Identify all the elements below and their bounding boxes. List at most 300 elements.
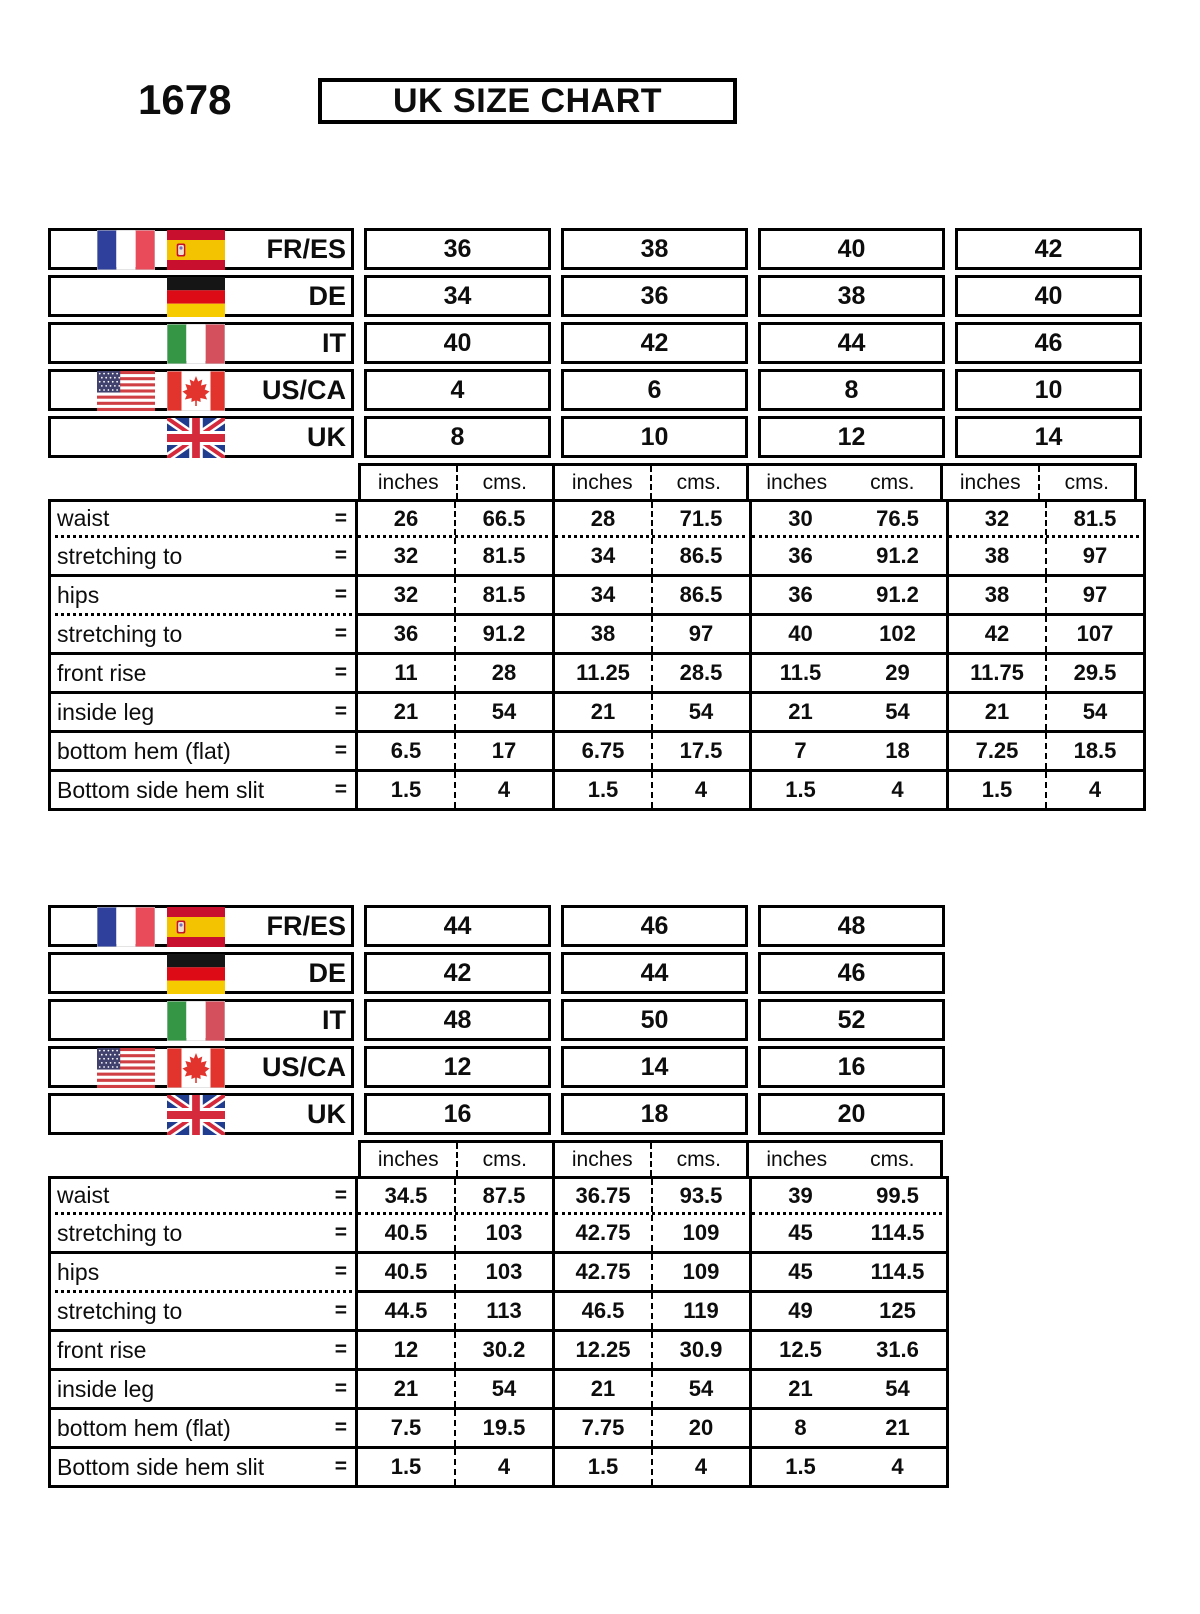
- equals-sign: =: [334, 1377, 347, 1400]
- size-value: 38: [640, 234, 669, 263]
- inches-value: 40.5: [358, 1254, 456, 1290]
- inches-value: 36: [788, 582, 813, 607]
- inches-value: 36: [788, 543, 813, 568]
- size-value: 36: [640, 281, 669, 310]
- cms-value: 66.5: [482, 505, 526, 531]
- country-row-fr-es: [48, 905, 949, 947]
- spain-flag-icon: [167, 907, 225, 947]
- cms-value: 81.5: [482, 543, 526, 568]
- inches-value: 7.75: [555, 1410, 653, 1446]
- cms-value: 54: [885, 699, 910, 724]
- size-value: 34: [443, 281, 472, 310]
- measure-value-cell: [358, 1371, 555, 1410]
- equals-sign: =: [334, 1299, 347, 1322]
- measure-value-cell: [752, 499, 949, 538]
- size-value: 4: [450, 375, 465, 404]
- inches-value: 36: [358, 616, 456, 652]
- size-cell: [364, 952, 551, 994]
- unit-inches-label: inches: [361, 1143, 458, 1176]
- measure-label: stretching to: [57, 1219, 183, 1246]
- cms-value: 103: [485, 1259, 523, 1284]
- france-flag-icon: [97, 907, 155, 947]
- size-value: 46: [1034, 328, 1063, 357]
- country-code: US/CA: [261, 1051, 346, 1082]
- page-title: UK SIZE CHART: [392, 81, 663, 120]
- inches-value: 32: [949, 502, 1047, 535]
- inches-value: 32: [358, 577, 456, 613]
- unit-inches-label: inches: [766, 1147, 828, 1171]
- cms-value: 86.5: [679, 582, 723, 607]
- measure-row-waist: [48, 499, 1146, 538]
- inches-value: 34: [555, 577, 653, 613]
- spain-flag-icon: [167, 230, 225, 270]
- country-code: US/CA: [261, 374, 346, 405]
- cms-value: 76.5: [876, 505, 919, 531]
- equals-sign: =: [334, 1221, 347, 1244]
- cms-value: 20: [688, 1415, 714, 1440]
- measure-value-cell: [555, 1371, 752, 1410]
- inches-value: 40.5: [358, 1215, 456, 1251]
- size-cell: [561, 1093, 748, 1135]
- measure-value-cell: [752, 1254, 949, 1293]
- measure-label-cell: [48, 1215, 358, 1254]
- inches-value: 44.5: [358, 1293, 456, 1329]
- country-label-it: [48, 322, 354, 364]
- measure-row-stretching-to: [48, 616, 1146, 655]
- measure-label: stretching to: [57, 620, 183, 647]
- unit-cms-label: cms.: [870, 1147, 915, 1171]
- cms-value: 29.5: [1073, 660, 1117, 685]
- cms-value: 91.2: [876, 543, 919, 568]
- cms-value: 31.6: [876, 1337, 919, 1362]
- equals-sign: =: [334, 1338, 347, 1361]
- cms-value: 18: [885, 738, 910, 763]
- size-cell: [758, 905, 945, 947]
- inches-value: 21: [788, 1376, 813, 1401]
- cms-value: 54: [688, 699, 714, 724]
- country-label-fr-es: [48, 228, 354, 270]
- measure-value-cell: [752, 1332, 949, 1371]
- measure-label-cell: [48, 1176, 358, 1215]
- inches-value: 6.5: [358, 733, 456, 769]
- cms-value: 4: [694, 777, 708, 802]
- cms-value: 71.5: [679, 505, 723, 531]
- measure-value-cell: [949, 577, 1146, 616]
- size-table-uk-16-20: [48, 905, 949, 1488]
- inches-value: 11.75: [949, 655, 1047, 691]
- size-cell: [364, 275, 551, 317]
- country-code: UK: [307, 421, 346, 452]
- country-label-us-ca: [48, 369, 354, 411]
- size-value: 16: [837, 1052, 866, 1081]
- inches-value: 12.5: [779, 1337, 822, 1362]
- units-row: [48, 463, 1146, 499]
- measure-label-cell: [48, 1254, 358, 1293]
- measure-value-cell: [949, 499, 1146, 538]
- size-cell: [955, 369, 1142, 411]
- size-cell: [758, 1093, 945, 1135]
- measure-row-front-rise: [48, 1332, 949, 1371]
- measure-label: front rise: [57, 659, 147, 686]
- cms-value: 97: [1082, 543, 1108, 568]
- size-cell: [561, 369, 748, 411]
- cms-value: 4: [891, 777, 904, 802]
- size-cell: [758, 322, 945, 364]
- measure-row-bottom-side-hem-slit: [48, 772, 1146, 811]
- usa-flag-icon: [97, 1048, 155, 1088]
- cms-value: 4: [1088, 777, 1102, 802]
- country-row-it: [48, 999, 949, 1041]
- inches-value: 38: [949, 577, 1047, 613]
- measure-value-cell: [949, 538, 1146, 577]
- country-row-fr-es: [48, 228, 1146, 270]
- cms-value: 21: [885, 1415, 910, 1440]
- size-cell: [561, 275, 748, 317]
- inches-value: 42.75: [555, 1254, 653, 1290]
- size-cell: [955, 322, 1142, 364]
- inches-value: 12: [358, 1332, 456, 1368]
- size-value: 48: [837, 911, 866, 940]
- inches-value: 32: [358, 538, 456, 574]
- cms-value: 125: [879, 1298, 916, 1323]
- cms-value: 18.5: [1073, 738, 1117, 763]
- units-row: [48, 1140, 949, 1176]
- inches-value: 49: [788, 1298, 813, 1323]
- measure-label: hips: [57, 1258, 100, 1285]
- measure-label: inside leg: [57, 1375, 155, 1402]
- size-cell: [364, 1046, 551, 1088]
- france-flag-icon: [97, 230, 155, 270]
- size-value: 20: [837, 1099, 866, 1128]
- measure-value-cell: [555, 1215, 752, 1254]
- italy-flag-icon: [167, 324, 225, 364]
- uk-flag-icon: [167, 418, 225, 458]
- inches-value: 21: [949, 694, 1047, 730]
- unit-inches-label: inches: [555, 1143, 652, 1176]
- country-label-it: [48, 999, 354, 1041]
- cms-value: 30.2: [482, 1337, 526, 1362]
- country-row-it: [48, 322, 1146, 364]
- units-cell: [552, 1140, 749, 1176]
- style-code: 1678: [138, 76, 232, 123]
- measure-label: stretching to: [57, 542, 183, 569]
- size-cell: [955, 275, 1142, 317]
- measure-label-cell: [48, 1332, 358, 1371]
- unit-cms-label: cms.: [482, 1147, 527, 1171]
- size-value: 12: [837, 422, 866, 451]
- size-value: 50: [640, 1005, 669, 1034]
- country-code: FR/ES: [266, 910, 346, 941]
- size-cell: [758, 275, 945, 317]
- cms-value: 86.5: [679, 543, 723, 568]
- measure-value-cell: [555, 577, 752, 616]
- size-value: 10: [640, 422, 669, 451]
- cms-value: 114.5: [870, 1220, 925, 1245]
- inches-value: 38: [949, 538, 1047, 574]
- measure-label: waist: [57, 1182, 110, 1208]
- measure-label: bottom hem (flat): [57, 737, 231, 764]
- unit-inches-label: inches: [766, 470, 828, 494]
- inches-value: 1.5: [555, 1449, 653, 1485]
- size-cell: [561, 228, 748, 270]
- inches-value: 42: [949, 616, 1047, 652]
- inches-value: 21: [555, 694, 653, 730]
- measure-value-cell: [358, 1449, 555, 1488]
- inches-value: 42.75: [555, 1215, 653, 1251]
- country-label-fr-es: [48, 905, 354, 947]
- cms-value: 17: [491, 738, 517, 763]
- measure-value-cell: [358, 538, 555, 577]
- title-box: [318, 78, 737, 124]
- measure-value-cell: [752, 694, 949, 733]
- size-value: 46: [837, 958, 866, 987]
- size-cell: [561, 416, 748, 458]
- size-cell: [364, 369, 551, 411]
- measure-value-cell: [949, 733, 1146, 772]
- measure-value-cell: [555, 1332, 752, 1371]
- size-value: 40: [837, 234, 866, 263]
- unit-inches-label: inches: [943, 466, 1040, 499]
- cms-value: 119: [683, 1298, 719, 1323]
- country-code: IT: [322, 1004, 346, 1035]
- measure-value-cell: [555, 1293, 752, 1332]
- inches-value: 6.75: [555, 733, 653, 769]
- measure-value-cell: [358, 694, 555, 733]
- measure-label-cell: [48, 772, 358, 811]
- measure-label: waist: [57, 505, 110, 531]
- inches-value: 45: [788, 1220, 813, 1245]
- measure-value-cell: [555, 1449, 752, 1488]
- measure-label-cell: [48, 616, 358, 655]
- inches-value: 36.75: [555, 1179, 653, 1212]
- measure-label: stretching to: [57, 1297, 183, 1324]
- size-cell: [758, 999, 945, 1041]
- country-row-us-ca: [48, 369, 1146, 411]
- measure-value-cell: [752, 616, 949, 655]
- measure-value-cell: [555, 655, 752, 694]
- inches-value: 7.25: [949, 733, 1047, 769]
- measure-row-hips: [48, 577, 1146, 616]
- measure-label-cell: [48, 655, 358, 694]
- inches-value: 1.5: [555, 772, 653, 808]
- measure-value-cell: [358, 655, 555, 694]
- size-cell: [955, 228, 1142, 270]
- equals-sign: =: [334, 544, 347, 567]
- measure-label-cell: [48, 538, 358, 577]
- country-label-uk: [48, 1093, 354, 1135]
- inches-value: 45: [788, 1259, 813, 1284]
- cms-value: 54: [1082, 699, 1108, 724]
- unit-cms-label: cms.: [870, 470, 915, 494]
- size-cell: [561, 999, 748, 1041]
- cms-value: 107: [1076, 621, 1114, 646]
- country-label-de: [48, 952, 354, 994]
- size-cell: [561, 952, 748, 994]
- size-cell: [364, 322, 551, 364]
- measure-value-cell: [949, 655, 1146, 694]
- measure-value-cell: [358, 1293, 555, 1332]
- inches-value: 46.5: [555, 1293, 653, 1329]
- cms-value: 19.5: [482, 1415, 526, 1440]
- size-cell: [364, 228, 551, 270]
- equals-sign: =: [334, 661, 347, 684]
- size-value: 44: [443, 911, 472, 940]
- measure-label: hips: [57, 581, 100, 608]
- measure-row-waist: [48, 1176, 949, 1215]
- measure-value-cell: [555, 733, 752, 772]
- cms-value: 102: [879, 621, 916, 646]
- measure-label: inside leg: [57, 698, 155, 725]
- cms-value: 114.5: [870, 1259, 925, 1284]
- measure-value-cell: [358, 1254, 555, 1293]
- measure-row-bottom-side-hem-slit: [48, 1449, 949, 1488]
- size-value: 42: [640, 328, 669, 357]
- size-value: 36: [443, 234, 472, 263]
- cms-value: 97: [688, 621, 714, 646]
- units-cell: [552, 463, 749, 499]
- units-cell: [940, 463, 1137, 499]
- germany-flag-icon: [167, 954, 225, 994]
- measure-label: Bottom side hem slit: [57, 776, 265, 803]
- unit-inches-label: inches: [361, 466, 458, 499]
- measure-value-cell: [555, 694, 752, 733]
- size-value: 8: [450, 422, 465, 451]
- measure-label-cell: [48, 1293, 358, 1332]
- cms-value: 109: [682, 1259, 720, 1284]
- italy-flag-icon: [167, 1001, 225, 1041]
- size-cell: [364, 905, 551, 947]
- measure-value-cell: [555, 499, 752, 538]
- cms-value: 91.2: [482, 621, 526, 646]
- inches-value: 8: [794, 1415, 807, 1440]
- inches-value: 21: [358, 694, 456, 730]
- equals-sign: =: [334, 583, 347, 606]
- measure-value-cell: [358, 616, 555, 655]
- cms-value: 93.5: [679, 1182, 723, 1208]
- size-table-uk-8-14: [48, 228, 1146, 811]
- size-cell: [561, 905, 748, 947]
- inches-value: 12.25: [555, 1332, 653, 1368]
- size-value: 44: [640, 958, 669, 987]
- measure-label-cell: [48, 1449, 358, 1488]
- country-label-de: [48, 275, 354, 317]
- size-cell: [561, 1046, 748, 1088]
- size-value: 10: [1034, 375, 1063, 404]
- measure-value-cell: [358, 772, 555, 811]
- measure-row-front-rise: [48, 655, 1146, 694]
- size-cell: [955, 416, 1142, 458]
- measure-label: Bottom side hem slit: [57, 1453, 265, 1480]
- cms-value: 4: [497, 777, 511, 802]
- measure-value-cell: [752, 1410, 949, 1449]
- country-row-uk: [48, 416, 1146, 458]
- cms-value: 54: [491, 699, 517, 724]
- equals-sign: =: [334, 622, 347, 645]
- size-cell: [364, 416, 551, 458]
- size-value: 52: [837, 1005, 866, 1034]
- cms-value: 87.5: [482, 1182, 526, 1208]
- measure-value-cell: [949, 772, 1146, 811]
- cms-value: 17.5: [679, 738, 723, 763]
- units-spacer: [48, 463, 358, 499]
- measure-value-cell: [752, 655, 949, 694]
- measure-value-cell: [752, 1293, 949, 1332]
- inches-value: 1.5: [358, 1449, 456, 1485]
- cms-value: 91.2: [876, 582, 919, 607]
- country-label-us-ca: [48, 1046, 354, 1088]
- measure-value-cell: [752, 1371, 949, 1410]
- unit-cms-label: cms.: [676, 470, 721, 494]
- size-value: 12: [443, 1052, 472, 1081]
- measure-row-bottom-hem-flat: [48, 1410, 949, 1449]
- measure-value-cell: [752, 1176, 949, 1215]
- measure-value-cell: [752, 772, 949, 811]
- usa-flag-icon: [97, 371, 155, 411]
- country-row-de: [48, 952, 949, 994]
- size-cell: [758, 1046, 945, 1088]
- measure-value-cell: [358, 1176, 555, 1215]
- size-value: 46: [640, 911, 669, 940]
- units-cell: [358, 463, 555, 499]
- equals-sign: =: [334, 1183, 347, 1207]
- size-value: 42: [1034, 234, 1063, 263]
- measure-value-cell: [752, 1449, 949, 1488]
- inches-value: 1.5: [358, 772, 456, 808]
- inches-value: 26: [358, 502, 456, 535]
- inches-value: 1.5: [785, 1454, 816, 1479]
- inches-value: 39: [788, 1182, 813, 1208]
- size-value: 18: [640, 1099, 669, 1128]
- size-cell: [758, 416, 945, 458]
- size-cell: [758, 228, 945, 270]
- inches-value: 11.25: [555, 655, 653, 691]
- measure-value-cell: [949, 616, 1146, 655]
- size-value: 40: [1034, 281, 1063, 310]
- measure-value-cell: [555, 616, 752, 655]
- inches-value: 1.5: [785, 777, 816, 802]
- equals-sign: =: [334, 506, 347, 530]
- equals-sign: =: [334, 778, 347, 801]
- cms-value: 54: [491, 1376, 517, 1401]
- canada-flag-icon: [167, 371, 225, 411]
- germany-flag-icon: [167, 277, 225, 317]
- measure-row-stretching-to: [48, 1293, 949, 1332]
- units-cell: [746, 1140, 943, 1176]
- measure-value-cell: [752, 538, 949, 577]
- measure-value-cell: [555, 1176, 752, 1215]
- cms-value: 4: [694, 1454, 708, 1479]
- inches-value: 38: [555, 616, 653, 652]
- measure-value-cell: [555, 772, 752, 811]
- country-row-uk: [48, 1093, 949, 1135]
- country-label-uk: [48, 416, 354, 458]
- measure-row-inside-leg: [48, 1371, 949, 1410]
- measure-value-cell: [358, 1215, 555, 1254]
- size-value: 42: [443, 958, 472, 987]
- units-cell: [746, 463, 943, 499]
- size-value: 14: [640, 1052, 669, 1081]
- size-cell: [758, 369, 945, 411]
- cms-value: 29: [885, 660, 910, 685]
- measure-value-cell: [358, 499, 555, 538]
- measure-value-cell: [358, 1332, 555, 1371]
- inches-value: 7.5: [358, 1410, 456, 1446]
- cms-value: 54: [688, 1376, 714, 1401]
- measure-value-cell: [358, 733, 555, 772]
- measure-value-cell: [555, 538, 752, 577]
- size-value: 16: [443, 1099, 472, 1128]
- measure-value-cell: [358, 577, 555, 616]
